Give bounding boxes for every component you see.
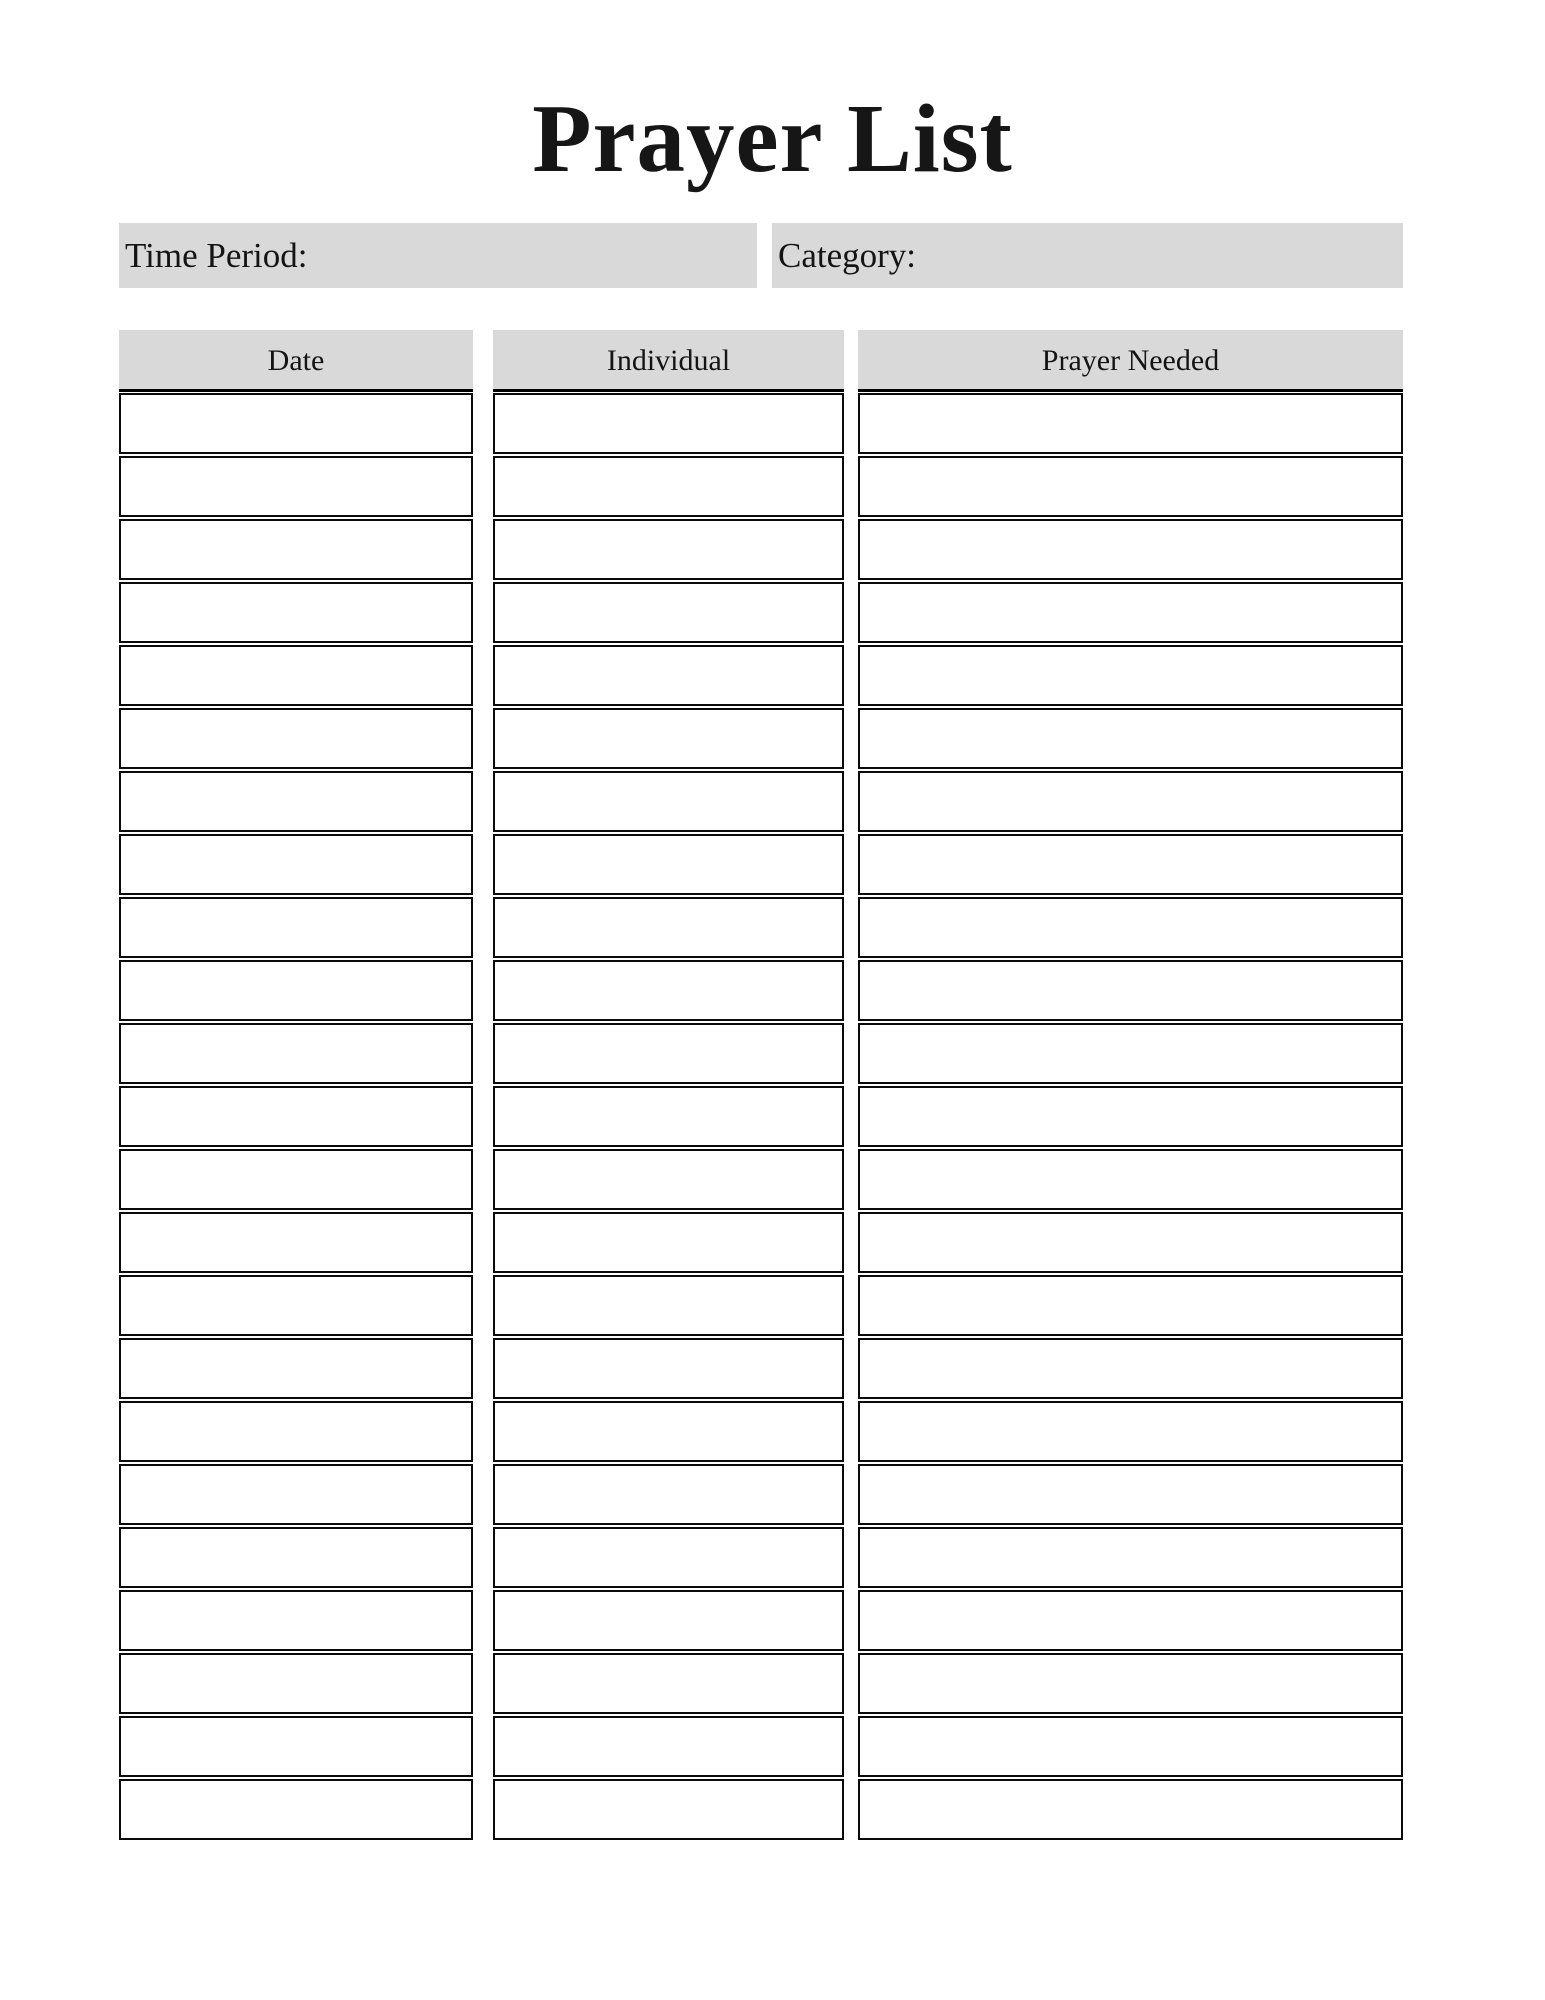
table-cell[interactable]: [119, 582, 473, 643]
table-cell[interactable]: [493, 1023, 844, 1084]
table-cell[interactable]: [493, 1212, 844, 1273]
table-cell[interactable]: [858, 1149, 1403, 1210]
table-cell[interactable]: [858, 1527, 1403, 1588]
table-cell[interactable]: [858, 834, 1403, 895]
page-title: Prayer List: [532, 85, 1013, 192]
category-label: Category:: [778, 236, 917, 275]
table-cell[interactable]: [493, 897, 844, 958]
table-cell[interactable]: [119, 1653, 473, 1714]
table-cell[interactable]: [119, 1275, 473, 1336]
table-cell[interactable]: [493, 1590, 844, 1651]
column-individual-rows: [493, 393, 844, 1840]
column-prayer-needed-rows: [858, 393, 1403, 1840]
table-cell[interactable]: [858, 1023, 1403, 1084]
table-cell[interactable]: [493, 1086, 844, 1147]
table-cell[interactable]: [858, 1590, 1403, 1651]
table-cell[interactable]: [119, 393, 473, 454]
table-cell[interactable]: [858, 960, 1403, 1021]
column-date: [119, 330, 473, 1840]
table-cell[interactable]: [858, 708, 1403, 769]
table-cell[interactable]: [493, 456, 844, 517]
table-cell[interactable]: [119, 1212, 473, 1273]
table-cell[interactable]: [493, 1401, 844, 1462]
table-cell[interactable]: [493, 1779, 844, 1840]
table-cell[interactable]: [119, 645, 473, 706]
table-cell[interactable]: [119, 771, 473, 832]
table-cell[interactable]: [119, 1590, 473, 1651]
table-cell[interactable]: [858, 897, 1403, 958]
column-date-rows: [119, 393, 473, 1840]
table-cell[interactable]: [119, 1401, 473, 1462]
table-cell[interactable]: [119, 897, 473, 958]
table-cell[interactable]: [858, 1275, 1403, 1336]
table-cell[interactable]: [493, 1716, 844, 1777]
table-cell[interactable]: [858, 1464, 1403, 1525]
table-cell[interactable]: [119, 960, 473, 1021]
table-cell[interactable]: [493, 582, 844, 643]
table-cell[interactable]: [119, 1149, 473, 1210]
table-cell[interactable]: [858, 1086, 1403, 1147]
table-cell[interactable]: [493, 1527, 844, 1588]
table-cell[interactable]: [858, 1716, 1403, 1777]
time-period-label: Time Period:: [125, 236, 308, 275]
table-cell[interactable]: [119, 708, 473, 769]
table-cell[interactable]: [493, 771, 844, 832]
table-cell[interactable]: [858, 1338, 1403, 1399]
category-field[interactable]: [772, 223, 1403, 288]
table-cell[interactable]: [119, 1779, 473, 1840]
table-cell[interactable]: [858, 1212, 1403, 1273]
table-cell[interactable]: [119, 1716, 473, 1777]
table-cell[interactable]: [493, 1338, 844, 1399]
column-header-individual: Individual: [493, 330, 844, 392]
table-cell[interactable]: [119, 1086, 473, 1147]
column-header-prayer-needed: Prayer Needed: [858, 330, 1403, 392]
table-cell[interactable]: [858, 519, 1403, 580]
table-cell[interactable]: [858, 456, 1403, 517]
table-cell[interactable]: [493, 1275, 844, 1336]
table-cell[interactable]: [119, 1527, 473, 1588]
table-cell[interactable]: [119, 1464, 473, 1525]
table-cell[interactable]: [858, 1401, 1403, 1462]
table-cell[interactable]: [858, 582, 1403, 643]
table-cell[interactable]: [858, 1653, 1403, 1714]
table-cell[interactable]: [858, 1779, 1403, 1840]
table-cell[interactable]: [493, 393, 844, 454]
column-prayer-needed: [858, 330, 1403, 1840]
table-cell[interactable]: [493, 960, 844, 1021]
time-period-field[interactable]: [119, 223, 757, 288]
table-cell[interactable]: [858, 645, 1403, 706]
table-cell[interactable]: [493, 708, 844, 769]
table-cell[interactable]: [119, 519, 473, 580]
table-cell[interactable]: [493, 1464, 844, 1525]
table-cell[interactable]: [493, 519, 844, 580]
table-cell[interactable]: [493, 1149, 844, 1210]
column-individual: [493, 330, 844, 1840]
table-cell[interactable]: [858, 771, 1403, 832]
table-cell[interactable]: [493, 834, 844, 895]
table-cell[interactable]: [493, 645, 844, 706]
table-cell[interactable]: [119, 1338, 473, 1399]
table-cell[interactable]: [119, 1023, 473, 1084]
table-cell[interactable]: [858, 393, 1403, 454]
table-cell[interactable]: [119, 834, 473, 895]
table-cell[interactable]: [493, 1653, 844, 1714]
table-cell[interactable]: [119, 456, 473, 517]
column-header-date: Date: [119, 330, 473, 392]
